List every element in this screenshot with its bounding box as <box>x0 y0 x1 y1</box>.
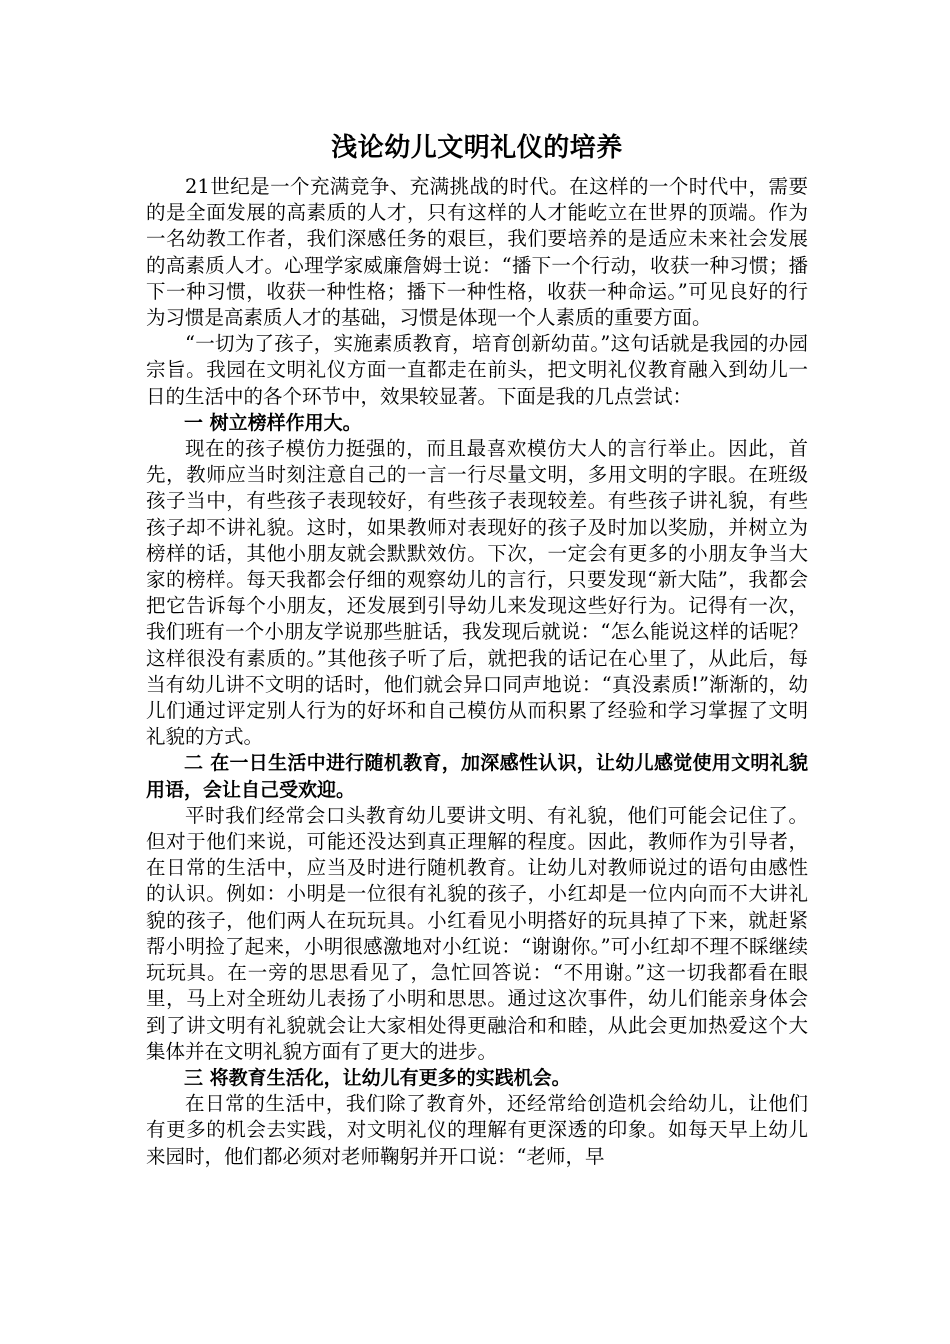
section-paragraph: 平时我们经常会口头教育幼儿要讲文明、有礼貌，他们可能会记住了。但对于他们来说，可能还没达到真正理解的程度。因此，教师作为引导者，在日常的生活中，应当及时进行随机教育。让幼儿对教师说过的语句由感性的认识。例如：小明是一位很有礼貌的孩子，小红却是一位内向而不大讲礼貌的孩子，他们两人在玩玩具。小红看见小明搭好的玩具掉了下来，就赶紧帮小明捡了起来，小明很感激地对小红说：“谢谢你。”可小红却不理不睬继续玩玩具。在一旁的思思看见了，急忙回答说：“不用谢。”这一切我都看在眼里，马上对全班幼儿表扬了小明和思思。通过这次事件，幼儿们能亲身体会到了讲文明有礼貌就会让大家相处得更融洽和和睦，从此会更加热爱这个大集体并在文明礼貌方面有了更大的进步。 <box>146 803 808 1063</box>
document-title: 浅论幼儿文明礼仪的培养 <box>331 133 623 163</box>
intro-paragraph: 21世纪是一个充满竞争、充满挑战的时代。在这样的一个时代中，需要的是全面发展的高素质的人才，只有这样的人才能屹立在世界的顶端。作为一名幼教工作者，我们深感任务的艰巨，我们要培养的是适应未来社会发展的高素质人才。心理学家威廉詹姆士说：“播下一个行动，收获一种习惯；播下一种习惯，收获一种性格；播下一种性格，收获一种命运。”可见良好的行为习惯是高素质人才的基础，习惯是体现一个人素质的重要方面。 <box>146 175 808 330</box>
section-heading: 一 树立榜样作用大。 <box>184 411 362 434</box>
section-heading: 二 在一日生活中进行随机教育，加深感性认识，让幼儿感觉使用文明礼貌用语，会让自己受欢迎。 <box>146 752 808 801</box>
section-heading: 三 将教育生活化，让幼儿有更多的实践机会。 <box>184 1066 571 1089</box>
document-page <box>146 128 808 1170</box>
section-paragraph: 在日常的生活中，我们除了教育外，还经常给创造机会给幼儿，让他们有更多的机会去实践，对文明礼仪的理解有更深透的印象。如每天早上幼儿来园时，他们都必须对老师鞠躬并开口说：“老师，早 <box>146 1092 808 1168</box>
intro-paragraph: “一切为了孩子，实施素质教育，培育创新幼苗。”这句话就是我园的办园宗旨。我园在文明礼仪方面一直都走在前头，把文明礼仪教育融入到幼儿一日的生活中的各个环节中，效果较显著。下面是我的几点尝试： <box>146 332 808 408</box>
section-paragraph: 现在的孩子模仿力挺强的，而且最喜欢模仿大人的言行举止。因此，首先，教师应当时刻注意自己的一言一行尽量文明，多用文明的字眼。在班级孩子当中，有些孩子表现较好，有些孩子表现较差。有些孩子讲礼貌，有些孩子却不讲礼貌。这时，如果教师对表现好的孩子及时加以奖励，并树立为榜样的话，其他小朋友就会默默效仿。下次，一定会有更多的小朋友争当大家的榜样。每天我都会仔细的观察幼儿的言行，只要发现“新大陆”，我都会把它告诉每个小朋友，还发展到引导幼儿来发现这些好行为。记得有一次，我们班有一个小朋友学说那些脏话，我发现后就说：“怎么能说这样的话呢？这样很没有素质的。”其他孩子听了后，就把我的话记在心里了，从此后，每当有幼儿讲不文明的话时，他们就会异口同声地说：“真没素质!”渐渐的，幼儿们通过评定别人行为的好坏和自己模仿从而积累了经验和学习掌握了文明礼貌的方式。 <box>146 437 808 749</box>
